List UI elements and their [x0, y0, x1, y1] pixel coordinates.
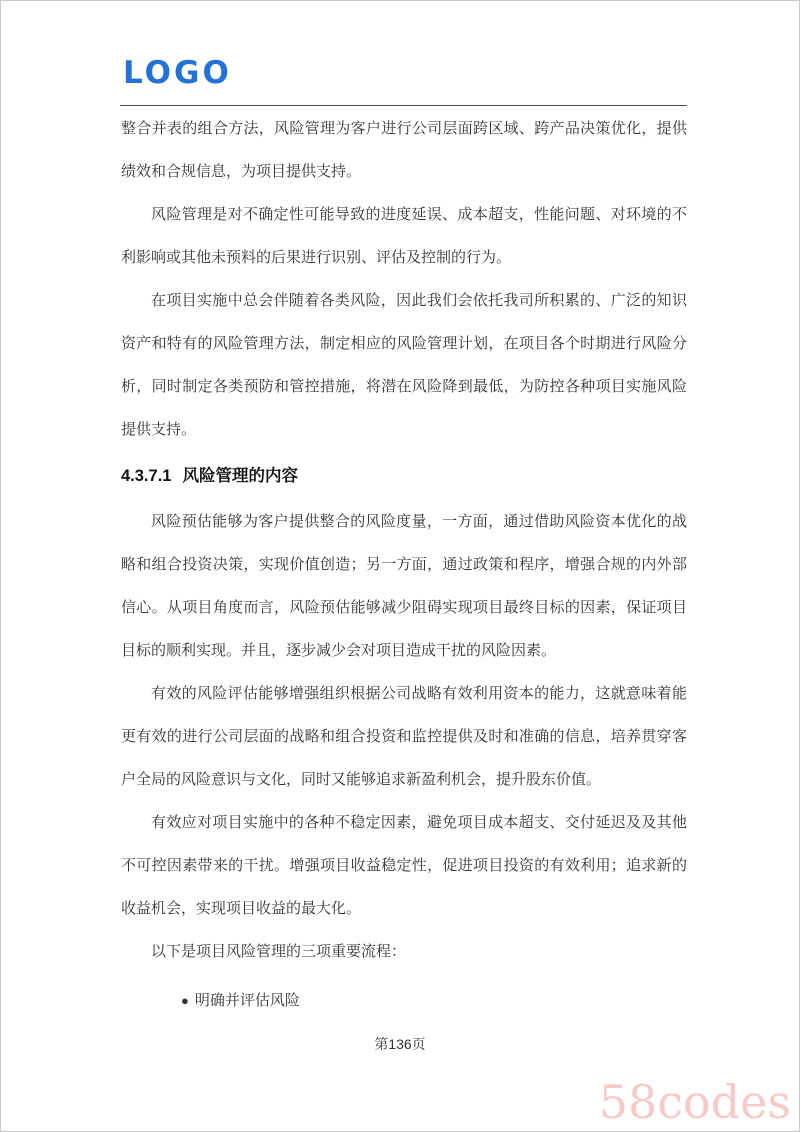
section-title: 风险管理的内容 — [182, 467, 298, 485]
watermark: 58codes — [598, 1075, 791, 1129]
section-heading — [121, 462, 687, 490]
header-divider — [120, 105, 687, 106]
paragraph: 在项目实施中总会伴随着各类风险，因此我们会依托我司所积累的、广泛的知识资产和特有的风险管理方法，制定相应的风险管理计划，在项目各个时期进行风险分析，同时制定各类预防和管控措施，将潜在风险降到最低，为防控各种项目实施风险提供支持。 — [121, 292, 687, 438]
section-number: 4.3.7.1 — [121, 467, 172, 485]
list-item-text: 明确并评估风险 — [194, 992, 300, 1009]
document-body — [121, 107, 687, 1022]
paragraph-continuation: 整合并表的组合方法，风险管理为客户进行公司层面跨区域、跨产品决策优化，提供绩效和合规信息，为项目提供支持。 — [121, 120, 687, 180]
paragraph: 有效的风险评估能够增强组织根据公司战略有效利用资本的能力，这就意味着能更有效的进行公司层面的战略和组合投资和监控提供及时和准确的信息，培养贯穿客户全局的风险意识与文化，同时又能够追求新盈利机会，提升股东价值。 — [121, 685, 687, 788]
paragraph-list-intro: 以下是项目风险管理的三项重要流程： — [151, 943, 407, 960]
paragraph: 风险管理是对不确定性可能导致的进度延误、成本超支，性能问题、对环境的不利影响或其他未预料的后果进行识别、评估及控制的行为。 — [121, 206, 687, 266]
paragraph: 风险预估能够为客户提供整合的风险度量，一方面，通过借助风险资本优化的战略和组合投资决策，实现价值创造；另一方面，通过政策和程序，增强合规的内外部信心。从项目角度而言，风险预估能够减少阻碍实现项目最终目标的因素，保证项目目标的顺利实现。并且，逐步减少会对项目造成干扰的风险因素。 — [121, 513, 687, 659]
page-number: 第136页 — [374, 1036, 426, 1052]
list-item — [121, 979, 687, 1022]
paragraph: 有效应对项目实施中的各种不稳定因素，避免项目成本超支、交付延迟及及其他不可控因素带来的干扰。增强项目收益稳定性，促进项目投资的有效利用；追求新的收益机会，实现项目收益的最大化。 — [121, 814, 687, 917]
bullet-icon: ● — [181, 993, 189, 1008]
company-logo: LOGO — [123, 55, 232, 91]
